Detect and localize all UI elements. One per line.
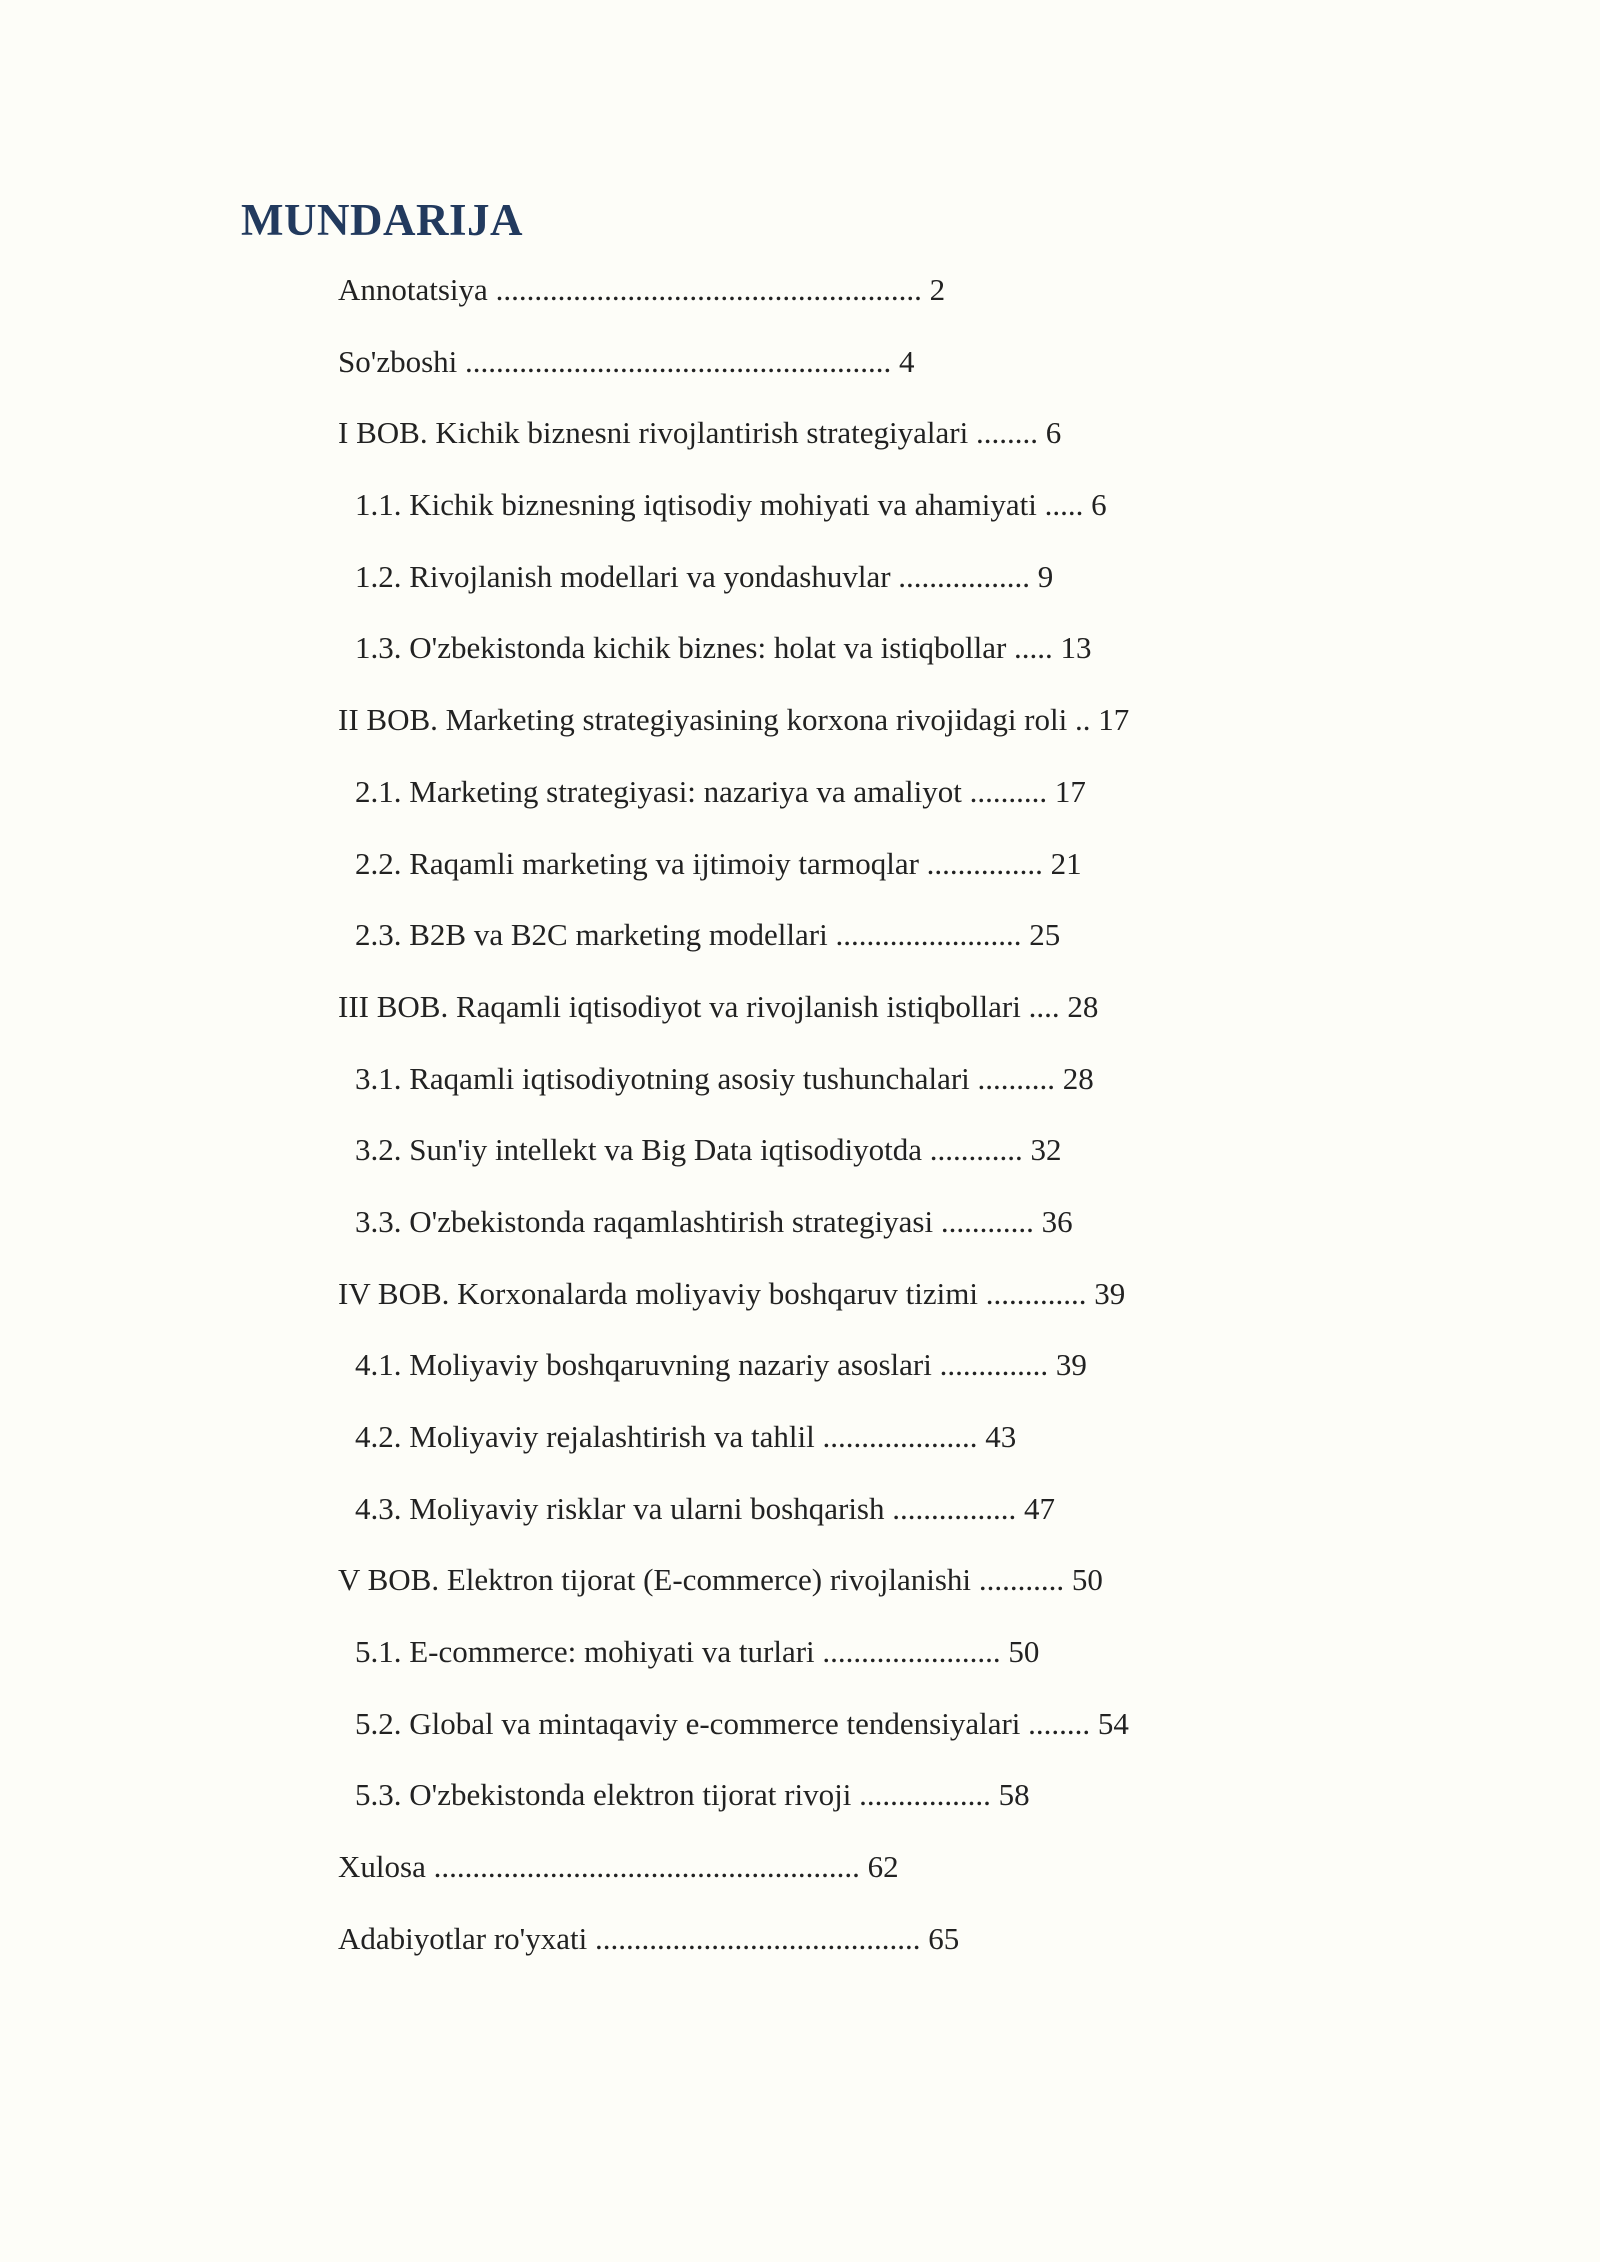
toc-chapter-entry [338, 1266, 1129, 1338]
toc-entry-leader-dots: .............. [939, 1347, 1049, 1383]
toc-entry-leader-dots: ................ [892, 1490, 1017, 1526]
toc-entry-page-number: 9 [1037, 558, 1054, 594]
toc-entry-page-number: 39 [1055, 1347, 1087, 1383]
toc-entry-page-number: 28 [1067, 988, 1099, 1024]
toc-entry-label: Xulosa [338, 1849, 426, 1885]
toc-chapter-entry [338, 1911, 1129, 1983]
toc-entry-leader-dots: ....................................................... [495, 272, 922, 307]
toc-entry-label: 2.3. B2B va B2C marketing modellari [355, 917, 828, 953]
toc-entry-label: 3.3. O'zbekistonda raqamlashtirish strategiyasi [355, 1203, 934, 1239]
toc-entry-leader-dots: ........... [978, 1562, 1065, 1598]
toc-entry-leader-dots: ................. [898, 558, 1031, 594]
toc-entry-leader-dots: ....................... [822, 1634, 1001, 1670]
toc-entry-label: 4.2. Moliyaviy rejalashtirish va tahlil [355, 1419, 815, 1454]
toc-entry-label: Adabiyotlar ro'yxati [338, 1920, 588, 1956]
toc-entry-label: Annotatsiya [338, 272, 488, 307]
toc-entry-page-number: 62 [867, 1849, 899, 1885]
table-of-contents [338, 262, 1129, 1983]
toc-entry-leader-dots: .. [1074, 702, 1091, 738]
toc-entry-page-number: 54 [1097, 1705, 1129, 1741]
toc-subsection-entry [338, 1409, 1129, 1481]
toc-entry-page-number: 28 [1062, 1060, 1094, 1096]
toc-subsection-entry [338, 620, 1129, 692]
toc-entry-label: 3.2. Sun'iy intellekt va Big Data iqtisodiyotda [355, 1132, 922, 1168]
toc-entry-leader-dots: ............ [940, 1203, 1034, 1239]
toc-entry-leader-dots: ........ [975, 415, 1038, 451]
toc-entry-label: 5.2. Global va mintaqaviy e-commerce tendensiyalari [355, 1705, 1021, 1741]
toc-entry-page-number: 47 [1024, 1490, 1055, 1526]
toc-entry-label: 5.3. O'zbekistonda elektron tijorat rivoji [355, 1777, 852, 1813]
toc-subsection-entry [338, 1122, 1129, 1194]
toc-entry-page-number: 6 [1091, 487, 1107, 523]
toc-entry-page-number: 4 [899, 343, 915, 379]
toc-entry-page-number: 43 [985, 1419, 1017, 1454]
toc-entry-page-number: 36 [1041, 1203, 1073, 1239]
toc-entry-page-number: 58 [998, 1777, 1030, 1813]
toc-entry-label: 1.2. Rivojlanish modellari va yondashuvlar [355, 558, 891, 594]
toc-subsection-entry [338, 1624, 1129, 1696]
toc-entry-label: 1.1. Kichik biznesning iqtisodiy mohiyati va ahamiyati [355, 487, 1037, 523]
toc-subsection-entry [338, 764, 1129, 836]
toc-entry-leader-dots: .................... [822, 1419, 978, 1454]
toc-entry-leader-dots: ....................................................... [433, 1849, 860, 1885]
toc-entry-label: III BOB. Raqamli iqtisodiyot va rivojlanish istiqbollari [338, 988, 1021, 1024]
toc-entry-leader-dots: ................. [859, 1777, 991, 1813]
toc-subsection-entry [338, 907, 1129, 979]
toc-subsection-entry [338, 1337, 1129, 1409]
toc-subsection-entry [338, 1051, 1129, 1123]
toc-chapter-entry [338, 692, 1129, 764]
toc-entry-leader-dots: .... [1028, 988, 1060, 1024]
toc-entry-label: 2.2. Raqamli marketing va ijtimoiy tarmoqlar [355, 845, 919, 881]
toc-entry-page-number: 17 [1098, 702, 1130, 738]
toc-entry-page-number: 50 [1071, 1562, 1103, 1598]
toc-entry-page-number: 6 [1045, 415, 1062, 451]
toc-entry-leader-dots: ............. [985, 1275, 1087, 1311]
toc-subsection-entry [338, 1696, 1129, 1768]
toc-entry-label: 5.1. E-commerce: mohiyati va turlari [355, 1634, 815, 1670]
toc-subsection-entry [338, 477, 1129, 549]
toc-chapter-entry [338, 334, 1129, 406]
toc-chapter-entry [338, 979, 1129, 1051]
toc-entry-page-number: 13 [1060, 630, 1092, 666]
toc-entry-label: IV BOB. Korxonalarda moliyaviy boshqaruv tizimi [338, 1275, 978, 1311]
toc-entry-label: II BOB. Marketing strategiyasining korxona rivojidagi roli [338, 702, 1068, 738]
toc-entry-page-number: 2 [929, 272, 946, 307]
toc-entry-page-number: 32 [1030, 1132, 1062, 1168]
toc-entry-leader-dots: ..... [1044, 487, 1084, 523]
toc-entry-label: V BOB. Elektron tijorat (E-commerce) rivojlanishi [338, 1562, 972, 1598]
toc-entry-leader-dots: ............... [926, 845, 1043, 881]
toc-entry-leader-dots: ........ [1028, 1705, 1091, 1741]
toc-entry-leader-dots: ........................ [835, 917, 1022, 953]
toc-entry-page-number: 50 [1008, 1634, 1040, 1670]
toc-entry-label: 4.3. Moliyaviy risklar va ularni boshqarish [355, 1490, 885, 1526]
toc-chapter-entry [338, 1839, 1129, 1911]
toc-entry-label: 2.1. Marketing strategiyasi: nazariya va amaliyot [355, 773, 962, 809]
toc-chapter-entry [338, 405, 1129, 477]
toc-entry-label: 1.3. O'zbekistonda kichik biznes: holat va istiqbollar [355, 630, 1007, 666]
toc-entry-leader-dots: ............ [929, 1132, 1023, 1168]
toc-subsection-entry [338, 1767, 1129, 1839]
toc-entry-label: I BOB. Kichik biznesni rivojlantirish strategiyalari [338, 415, 969, 451]
toc-entry-page-number: 65 [928, 1920, 960, 1956]
toc-entry-page-number: 17 [1054, 773, 1086, 809]
toc-entry-label: 4.1. Moliyaviy boshqaruvning nazariy asoslari [355, 1347, 932, 1383]
toc-entry-leader-dots: ....................................................... [465, 343, 892, 379]
toc-entry-page-number: 39 [1094, 1275, 1126, 1311]
toc-subsection-entry [338, 1481, 1129, 1553]
toc-entry-page-number: 21 [1050, 845, 1082, 881]
toc-chapter-entry [338, 262, 1129, 334]
toc-subsection-entry [338, 1194, 1129, 1266]
toc-subsection-entry [338, 549, 1129, 621]
toc-entry-label: 3.1. Raqamli iqtisodiyotning asosiy tushunchalari [355, 1060, 970, 1096]
toc-entry-leader-dots: .......... [969, 773, 1048, 809]
toc-entry-leader-dots: .......................................... [594, 1920, 921, 1956]
toc-entry-leader-dots: .......... [977, 1060, 1056, 1096]
toc-entry-label: So'zboshi [338, 343, 458, 379]
toc-chapter-entry [338, 1552, 1129, 1624]
toc-subsection-entry [338, 836, 1129, 908]
page-title: MUNDARIJA [241, 195, 523, 245]
toc-entry-leader-dots: ..... [1014, 630, 1053, 666]
toc-entry-page-number: 25 [1029, 917, 1061, 953]
